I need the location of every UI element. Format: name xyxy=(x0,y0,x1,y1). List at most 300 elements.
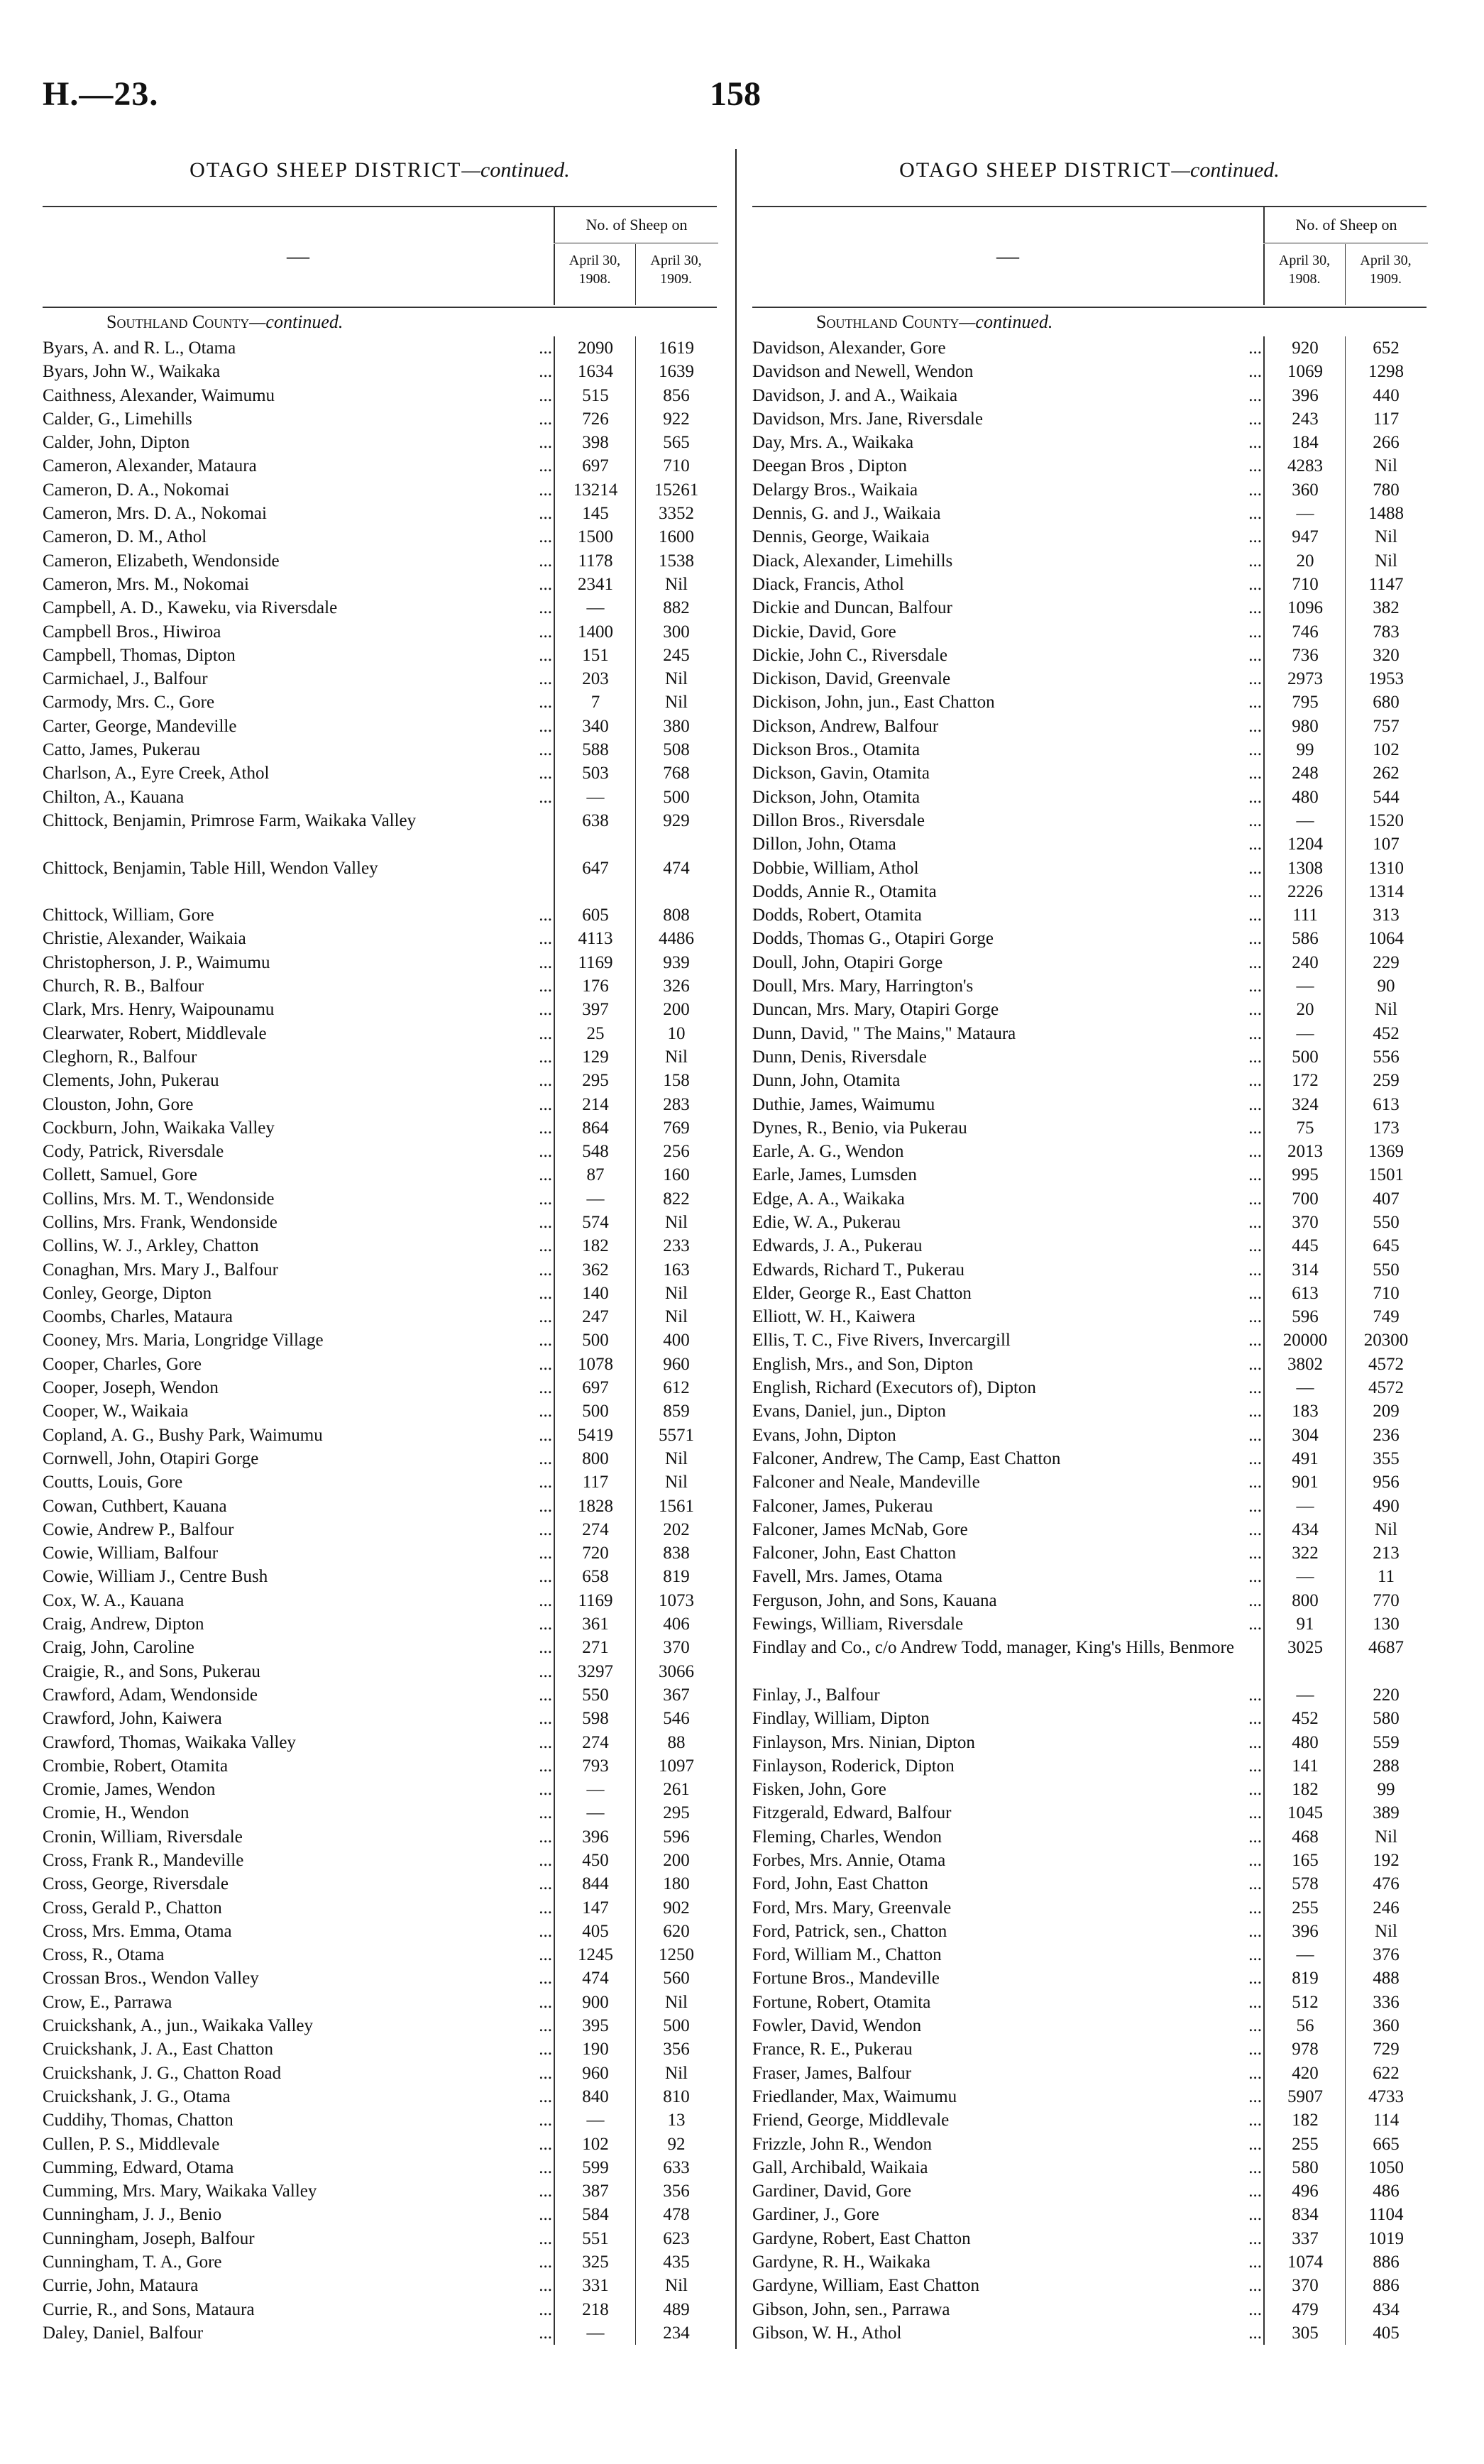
leader-dots xyxy=(520,2179,552,2203)
owner-name: Fisken, John, Gore xyxy=(752,1780,886,1800)
leader-dots xyxy=(1229,1495,1262,1518)
sheep-count-1909: 489 xyxy=(635,2298,717,2321)
leader-dots xyxy=(520,1541,552,1565)
table-row xyxy=(43,1140,717,1163)
leader-dots xyxy=(520,2108,552,2132)
owner-name: Calder, John, Dipton xyxy=(43,433,190,453)
leader-dots xyxy=(520,1707,552,1730)
sheep-count-1908: 480 xyxy=(1263,1731,1346,1754)
sheep-count-1908: 140 xyxy=(554,1282,636,1305)
sheep-count-1909: 213 xyxy=(1345,1541,1427,1565)
sheep-count-1909: 233 xyxy=(635,1234,717,1258)
leader-dots xyxy=(520,2156,552,2179)
sheep-count-1908: 370 xyxy=(1263,2274,1346,2297)
owner-name: Ford, Patrick, sen., Chatton xyxy=(752,1921,947,1941)
table-row xyxy=(43,715,717,738)
owner-name: Cameron, Mrs. M., Nokomai xyxy=(43,574,249,594)
table-row xyxy=(752,1234,1427,1258)
table-row xyxy=(43,1636,717,1659)
leader-dots xyxy=(1229,2037,1262,2061)
table-row xyxy=(43,2156,717,2179)
table-row xyxy=(43,2250,717,2274)
column-divider xyxy=(735,149,737,2349)
sheep-count-1908: 331 xyxy=(554,2274,636,2297)
table-row xyxy=(752,573,1427,596)
leader-dots xyxy=(520,1258,552,1282)
table-row xyxy=(752,1069,1427,1092)
leader-dots xyxy=(520,1163,552,1187)
leader-dots xyxy=(520,2227,552,2250)
owner-name: Chilton, A., Kauana xyxy=(43,787,185,807)
table-row xyxy=(752,478,1427,502)
leader-dots xyxy=(520,1140,552,1163)
table-row xyxy=(752,1187,1427,1211)
sheep-count-1909: Nil xyxy=(1345,1825,1427,1849)
leader-dots xyxy=(520,407,552,431)
sheep-count-1908: 474 xyxy=(554,1967,636,1990)
table-row xyxy=(752,502,1427,525)
sheep-count-1909: 452 xyxy=(1345,1022,1427,1045)
sheep-count-1908: 586 xyxy=(1263,927,1346,950)
sheep-count-1909: 665 xyxy=(1345,2133,1427,2156)
owner-name: Fowler, David, Wendon xyxy=(752,2016,922,2036)
sheep-count-1909: 20300 xyxy=(1345,1329,1427,1352)
sheep-count-1909: 262 xyxy=(1345,761,1427,785)
table-row xyxy=(43,1991,717,2014)
owner-name: Chittock, Benjamin, Primrose Farm, Waikaka Valley xyxy=(43,810,417,830)
column-header-1908: April 30, 1908. xyxy=(554,244,634,305)
sheep-count-1908: 271 xyxy=(554,1636,636,1659)
owner-name: Campbell Bros., Hiwiroa xyxy=(43,622,221,642)
sheep-count-1909: 623 xyxy=(635,2227,717,2250)
sheep-count-group-header: No. of Sheep on xyxy=(1263,207,1428,243)
sheep-count-group-header: No. of Sheep on xyxy=(554,207,718,243)
sheep-count-1909: 1501 xyxy=(1345,1163,1427,1187)
table-row xyxy=(43,573,717,596)
sheep-count-1909: 356 xyxy=(635,2037,717,2061)
leader-dots xyxy=(520,573,552,596)
sheep-count-1908: 491 xyxy=(1263,1447,1346,1470)
sheep-count-1908: 111 xyxy=(1263,903,1346,927)
sheep-count-1909: 770 xyxy=(1345,1589,1427,1612)
table-row xyxy=(43,1447,717,1470)
leader-dots xyxy=(520,691,552,714)
sheep-count-1909: 808 xyxy=(635,903,717,927)
owner-name: Dickison, David, Greenvale xyxy=(752,669,951,689)
sheep-count-1909: 130 xyxy=(1345,1612,1427,1636)
sheep-count-1908: 145 xyxy=(554,502,636,525)
sheep-count-1908: — xyxy=(1263,1565,1346,1588)
table-row xyxy=(752,1967,1427,1990)
leader-dots xyxy=(1229,1991,1262,2014)
table-row xyxy=(752,927,1427,950)
table-row xyxy=(43,620,717,644)
sheep-count-1909: 859 xyxy=(635,1399,717,1423)
column-header-1908: April 30, 1908. xyxy=(1263,244,1344,305)
table-row xyxy=(752,1920,1427,1943)
sheep-count-1909: 261 xyxy=(635,1778,717,1801)
owner-name: Dillon, John, Otama xyxy=(752,835,896,854)
sheep-count-1909: 620 xyxy=(635,1920,717,1943)
leader-dots xyxy=(1229,1707,1262,1730)
table-row xyxy=(43,667,717,691)
sheep-count-1909: 1250 xyxy=(635,1943,717,1967)
owner-name: Cumming, Edward, Otama xyxy=(43,2157,234,2177)
leader-dots xyxy=(520,1849,552,1872)
owner-name: Crombie, Robert, Otamita xyxy=(43,1756,229,1776)
sheep-count-1909: 434 xyxy=(1345,2298,1427,2321)
table-row xyxy=(752,786,1427,809)
owner-name: Clark, Mrs. Henry, Waipounamu xyxy=(43,1000,275,1020)
owner-name: Crawford, Thomas, Waikaka Valley xyxy=(43,1732,296,1752)
owner-name: Davidson, Alexander, Gore xyxy=(752,339,946,358)
owner-name: Findlay and Co., c/o Andrew Todd, manager, King's Hills, Benmore xyxy=(752,1638,1234,1658)
owner-name: Cunningham, J. J., Benio xyxy=(43,2205,222,2225)
table-body xyxy=(752,336,1427,2345)
sheep-count-1909: 1369 xyxy=(1345,1140,1427,1163)
sheep-count-1909: 382 xyxy=(1345,596,1427,620)
leader-dots xyxy=(520,715,552,738)
leader-dots xyxy=(1229,1943,1262,1967)
sheep-count-1909: 107 xyxy=(1345,832,1427,856)
leader-dots xyxy=(1229,2298,1262,2321)
leader-dots xyxy=(1229,2085,1262,2108)
owner-name: Coombs, Charles, Mataura xyxy=(43,1307,233,1327)
owner-name: Doull, John, Otapiri Gorge xyxy=(752,952,943,972)
sheep-count-1908: — xyxy=(554,1187,636,1211)
sheep-count-1908: 2090 xyxy=(554,336,636,360)
sheep-count-1909: 596 xyxy=(635,1825,717,1849)
sheep-count-1908: 255 xyxy=(1263,2133,1346,2156)
leader-dots xyxy=(520,2321,552,2345)
table-row xyxy=(752,2037,1427,2061)
table-row xyxy=(752,1565,1427,1588)
owner-name: Byars, John W., Waikaka xyxy=(43,362,221,382)
owner-name: France, R. E., Pukerau xyxy=(752,2040,913,2059)
owner-name: Cox, W. A., Kauana xyxy=(43,1590,185,1610)
table-row xyxy=(43,1187,717,1211)
sheep-count-1908: 1178 xyxy=(554,549,636,573)
sheep-count-1908: 305 xyxy=(1263,2321,1346,2345)
owner-name: Edie, W. A., Pukerau xyxy=(752,1212,901,1232)
leader-dots xyxy=(1229,1565,1262,1588)
table-row xyxy=(752,1022,1427,1045)
sheep-count-1908: 396 xyxy=(1263,384,1346,407)
owner-name: Gibson, John, sen., Parrawa xyxy=(752,2299,950,2319)
column-header-1909: April 30, 1909. xyxy=(1345,244,1426,305)
sheep-count-1908: 901 xyxy=(1263,1470,1346,1494)
sheep-count-1909: 4486 xyxy=(635,927,717,950)
table-row xyxy=(752,903,1427,927)
leader-dots xyxy=(520,549,552,573)
owner-name: Christopherson, J. P., Waimumu xyxy=(43,952,270,972)
leader-dots xyxy=(1229,715,1262,738)
table-row xyxy=(43,2321,717,2345)
sheep-count-1908: — xyxy=(554,1778,636,1801)
table-row xyxy=(43,857,717,904)
owner-name: Cromie, H., Wendon xyxy=(43,1803,189,1823)
sheep-count-1909: 1097 xyxy=(635,1754,717,1778)
leader-dots xyxy=(520,1211,552,1234)
sheep-count-1908: 183 xyxy=(1263,1399,1346,1423)
owner-name: Falconer, James McNab, Gore xyxy=(752,1519,968,1539)
sheep-count-1908: 2013 xyxy=(1263,1140,1346,1163)
sheep-count-1908: 480 xyxy=(1263,786,1346,809)
table-row xyxy=(43,1045,717,1069)
sheep-count-1908: 960 xyxy=(554,2062,636,2085)
table-row xyxy=(752,1636,1427,1683)
owner-name: Chittock, Benjamin, Table Hill, Wendon Valley xyxy=(43,858,378,878)
table-row xyxy=(43,1518,717,1541)
owner-name: Finlayson, Roderick, Dipton xyxy=(752,1756,955,1776)
sheep-count-1909: 326 xyxy=(635,974,717,998)
table-row xyxy=(43,761,717,785)
sheep-count-1908: 314 xyxy=(1263,1258,1346,1282)
leader-dots xyxy=(1229,1399,1262,1423)
sheep-count-1908: 25 xyxy=(554,1022,636,1045)
sheep-count-1909: 295 xyxy=(635,1801,717,1825)
sheep-count-1909: 313 xyxy=(1345,903,1427,927)
sheep-count-1909: 757 xyxy=(1345,715,1427,738)
sheep-count-1908: 184 xyxy=(1263,431,1346,454)
leader-dots xyxy=(1229,974,1262,998)
sheep-count-1908: 578 xyxy=(1263,1872,1346,1896)
leader-dots xyxy=(1229,620,1262,644)
sheep-count-1909: 886 xyxy=(1345,2274,1427,2297)
sheep-count-1909: 200 xyxy=(635,1849,717,1872)
owner-name: Cross, Frank R., Mandeville xyxy=(43,1851,244,1870)
leader-dots xyxy=(1229,2203,1262,2226)
table-row xyxy=(43,1282,717,1305)
owner-name: Craig, John, Caroline xyxy=(43,1638,194,1658)
sheep-count-1908: 500 xyxy=(554,1329,636,1352)
sheep-count-1908: 468 xyxy=(1263,1825,1346,1849)
sheep-count-1908: 218 xyxy=(554,2298,636,2321)
table-row xyxy=(752,454,1427,478)
column-title-text: OTAGO SHEEP DISTRICT xyxy=(899,158,1172,182)
sheep-count-1909: 486 xyxy=(1345,2179,1427,2203)
leader-dots xyxy=(1229,1045,1262,1069)
owner-name: Dillon Bros., Riversdale xyxy=(752,810,925,830)
sheep-count-1908: 840 xyxy=(554,2085,636,2108)
owner-name: Cooper, Charles, Gore xyxy=(43,1354,202,1374)
sheep-count-1909: 1561 xyxy=(635,1495,717,1518)
sheep-count-1908: 434 xyxy=(1263,1518,1346,1541)
leader-dots xyxy=(1229,384,1262,407)
sheep-count-1908: 647 xyxy=(554,857,636,904)
table-row xyxy=(752,1282,1427,1305)
sheep-count-1908: 129 xyxy=(554,1045,636,1069)
owner-name: Byars, A. and R. L., Otama xyxy=(43,339,236,358)
sheep-count-1909: 680 xyxy=(1345,691,1427,714)
sheep-count-1909: 370 xyxy=(635,1636,717,1659)
owner-name: Crossan Bros., Wendon Valley xyxy=(43,1969,259,1989)
leader-dots xyxy=(1229,1967,1262,1990)
table-row xyxy=(752,1329,1427,1352)
leader-dots xyxy=(520,1282,552,1305)
leader-dots xyxy=(520,1967,552,1990)
leader-dots xyxy=(1229,1329,1262,1352)
owner-name: Dickson Bros., Otamita xyxy=(752,740,920,760)
sheep-count-1908: — xyxy=(1263,809,1346,832)
sheep-count-1908: 324 xyxy=(1263,1093,1346,1116)
sheep-count-1909: 266 xyxy=(1345,431,1427,454)
sheep-count-1908: 20000 xyxy=(1263,1329,1346,1352)
owner-name: Coutts, Louis, Gore xyxy=(43,1473,183,1492)
table-row xyxy=(43,1424,717,1447)
owner-name: Cornwell, John, Otapiri Gorge xyxy=(43,1448,259,1468)
leader-dots xyxy=(1229,1353,1262,1376)
sheep-count-1908: 248 xyxy=(1263,761,1346,785)
table-row xyxy=(43,1353,717,1376)
leader-dots xyxy=(1229,951,1262,974)
leader-dots xyxy=(1229,1849,1262,1872)
leader-dots xyxy=(520,1187,552,1211)
table-row xyxy=(752,1305,1427,1329)
sheep-count-1909: 1310 xyxy=(1345,857,1427,880)
sheep-count-1909: 246 xyxy=(1345,1896,1427,1920)
owner-name: Dickie, David, Gore xyxy=(752,622,896,642)
sheep-count-1908: 515 xyxy=(554,384,636,407)
sheep-count-1908: 1169 xyxy=(554,951,636,974)
sheep-count-1908: 20 xyxy=(1263,998,1346,1021)
owner-name: Cameron, D. A., Nokomai xyxy=(43,480,230,500)
table-row xyxy=(752,2227,1427,2250)
sheep-count-1909: 1520 xyxy=(1345,809,1427,832)
owner-name: Dunn, John, Otamita xyxy=(752,1071,901,1091)
leader-dots xyxy=(1229,1920,1262,1943)
leader-dots xyxy=(1229,2179,1262,2203)
sheep-count-1909: 1298 xyxy=(1345,360,1427,383)
leader-dots xyxy=(1229,903,1262,927)
table-row xyxy=(752,384,1427,407)
table-row xyxy=(43,1872,717,1896)
leader-dots xyxy=(1229,1731,1262,1754)
sheep-count-1908: — xyxy=(1263,1495,1346,1518)
table-row xyxy=(43,1305,717,1329)
sheep-count-1908: 3297 xyxy=(554,1660,636,1683)
leader-dots xyxy=(520,1991,552,2014)
leader-dots xyxy=(1229,1187,1262,1211)
leader-dots xyxy=(520,360,552,383)
table-header xyxy=(43,206,717,308)
table-row xyxy=(43,1683,717,1707)
sheep-count-1908: — xyxy=(554,2108,636,2132)
table-row xyxy=(752,1541,1427,1565)
sheep-count-1908: 362 xyxy=(554,1258,636,1282)
sheep-count-1908: 503 xyxy=(554,761,636,785)
table-row xyxy=(43,1234,717,1258)
owner-name: Ford, John, East Chatton xyxy=(752,1874,928,1894)
table-row xyxy=(43,1495,717,1518)
column-title-suffix: —continued. xyxy=(461,158,570,182)
table-row xyxy=(752,620,1427,644)
table-row xyxy=(752,857,1427,880)
sheep-count-1909: Nil xyxy=(635,1447,717,1470)
owner-name: Falconer, John, East Chatton xyxy=(752,1544,957,1563)
sheep-count-1908: — xyxy=(1263,502,1346,525)
sheep-count-1909: 192 xyxy=(1345,1849,1427,1872)
sheep-count-1909: 4733 xyxy=(1345,2085,1427,2108)
sheep-count-1908: — xyxy=(554,1801,636,1825)
table-row xyxy=(752,761,1427,785)
sheep-count-1909: 612 xyxy=(635,1376,717,1399)
sheep-count-1909: 440 xyxy=(1345,384,1427,407)
sheep-count-1908: 3802 xyxy=(1263,1353,1346,1376)
leader-dots xyxy=(1229,2321,1262,2345)
sheep-count-1909: 922 xyxy=(635,407,717,431)
leader-dots xyxy=(520,2298,552,2321)
sheep-count-1908: — xyxy=(554,596,636,620)
sheep-count-1908: 87 xyxy=(554,1163,636,1187)
leader-dots xyxy=(520,2250,552,2274)
leader-dots xyxy=(520,974,552,998)
leader-dots xyxy=(1229,1424,1262,1447)
sheep-count-1908: 141 xyxy=(1263,1754,1346,1778)
right-column xyxy=(752,153,1427,2345)
table-row xyxy=(752,715,1427,738)
sheep-count-1909: 902 xyxy=(635,1896,717,1920)
sheep-count-1908: 361 xyxy=(554,1612,636,1636)
table-row xyxy=(43,974,717,998)
owner-name: Dobbie, William, Athol xyxy=(752,858,919,878)
sheep-count-1908: 151 xyxy=(554,644,636,667)
table-row xyxy=(752,549,1427,573)
leader-dots xyxy=(520,1022,552,1045)
sheep-count-1908: 710 xyxy=(1263,573,1346,596)
owner-name: Cowie, William, Balfour xyxy=(43,1544,219,1563)
sheep-count-1908: 720 xyxy=(554,1541,636,1565)
table-body xyxy=(43,336,717,2345)
leader-dots xyxy=(1229,1825,1262,1849)
leader-dots xyxy=(1229,1305,1262,1329)
sheep-count-1908: 322 xyxy=(1263,1541,1346,1565)
owner-name: Cruickshank, J. G., Otama xyxy=(43,2086,231,2106)
owner-name: Cleghorn, R., Balfour xyxy=(43,1047,197,1067)
leader-dots xyxy=(1229,857,1262,880)
leader-dots xyxy=(520,1069,552,1092)
table-row xyxy=(752,1754,1427,1778)
leader-dots xyxy=(520,1683,552,1707)
owner-name: Duncan, Mrs. Mary, Otapiri Gorge xyxy=(752,1000,999,1020)
leader-dots xyxy=(1229,2227,1262,2250)
sheep-count-1908: 980 xyxy=(1263,715,1346,738)
sheep-count-1909: 559 xyxy=(1345,1731,1427,1754)
sheep-count-1909: 15261 xyxy=(635,478,717,502)
owner-name: Clouston, John, Gore xyxy=(43,1094,194,1114)
table-row xyxy=(752,2062,1427,2085)
sheep-count-1909: 1619 xyxy=(635,336,717,360)
sheep-count-1908: 182 xyxy=(1263,1778,1346,1801)
leader-dots xyxy=(1229,809,1262,832)
sheep-count-1908: 247 xyxy=(554,1305,636,1329)
sheep-count-1909: Nil xyxy=(635,2274,717,2297)
leader-dots xyxy=(520,1754,552,1778)
sheep-count-1909: 710 xyxy=(635,454,717,478)
owner-name: Cuddihy, Thomas, Chatton xyxy=(43,2111,233,2130)
sheep-count-1909: 220 xyxy=(1345,1683,1427,1707)
table-row xyxy=(43,1399,717,1423)
table-row xyxy=(43,1612,717,1636)
sheep-count-1909: Nil xyxy=(635,1470,717,1494)
sheep-count-1909: 956 xyxy=(1345,1470,1427,1494)
leader-dots xyxy=(520,644,552,667)
sheep-count-1908: 1400 xyxy=(554,620,636,644)
leader-dots xyxy=(520,2133,552,2156)
sheep-count-1909: 622 xyxy=(1345,2062,1427,2085)
sheep-count-1908: 584 xyxy=(554,2203,636,2226)
owner-name: Falconer, James, Pukerau xyxy=(752,1496,933,1516)
